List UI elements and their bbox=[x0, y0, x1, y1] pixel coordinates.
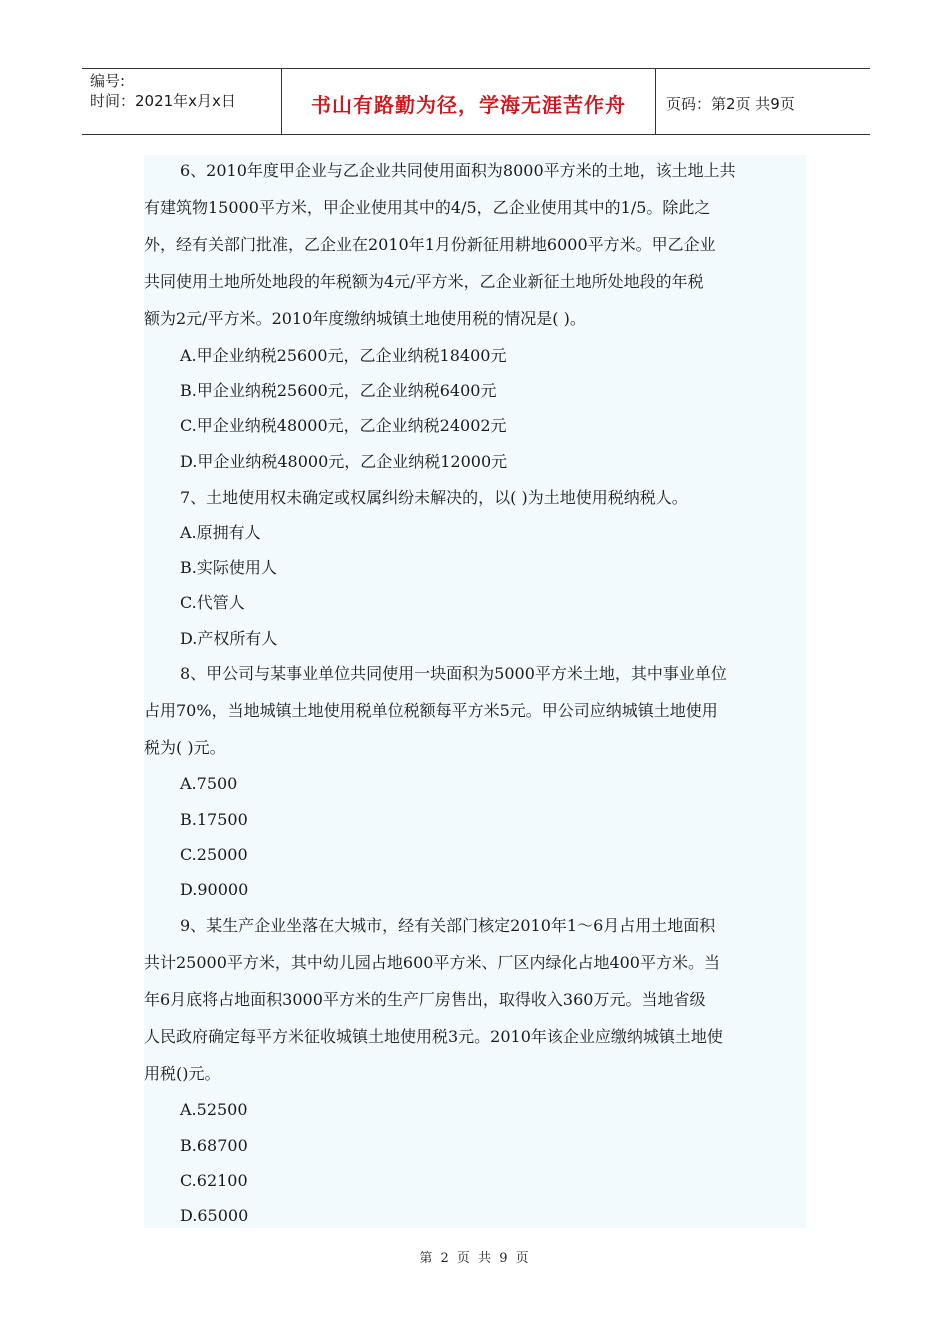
question-6-option-d: D.甲企业纳税48000元，乙企业纳税12000元 bbox=[180, 452, 508, 471]
question-7-option-c: C.代管人 bbox=[180, 593, 245, 612]
question-9-stem-line-3: 年6月底将占地面积3000平方米的生产厂房售出，取得收入360万元。当地省级 bbox=[144, 990, 706, 1009]
question-8-option-a: A.7500 bbox=[180, 774, 238, 793]
question-8-option-b: B.17500 bbox=[180, 810, 248, 829]
question-8-option-c: C.25000 bbox=[180, 845, 248, 864]
document-number-label: 编号: bbox=[90, 72, 126, 90]
question-9-stem-line-2: 共计25000平方米，其中幼儿园占地600平方米、厂区内绿化占地400平方米。当 bbox=[144, 953, 720, 972]
question-8-stem-line-1: 8、甲公司与某事业单位共同使用一块面积为5000平方米土地，其中事业单位 bbox=[180, 664, 727, 683]
question-8-stem-line-3: 税为( )元。 bbox=[144, 738, 226, 757]
question-9-option-d: D.65000 bbox=[180, 1206, 249, 1225]
question-6-option-b: B.甲企业纳税25600元，乙企业纳税6400元 bbox=[180, 381, 497, 400]
question-8-stem-line-2: 占用70%，当地城镇土地使用税单位税额每平方米5元。甲公司应纳城镇土地使用 bbox=[144, 701, 718, 720]
question-7-stem-line-1: 7、土地使用权未确定或权属纠纷未解决的，以( )为土地使用税纳税人。 bbox=[180, 488, 688, 507]
question-9-stem-line-4: 人民政府确定每平方米征收城镇土地使用税3元。2010年该企业应缴纳城镇土地使 bbox=[144, 1027, 723, 1046]
question-6-stem-line-5: 额为2元/平方米。2010年度缴纳城镇土地使用税的情况是( )。 bbox=[144, 309, 586, 328]
document-date: 时间：2021年x月x日 bbox=[90, 92, 236, 110]
page-footer: 第 2 页 共 9 页 bbox=[419, 1251, 531, 1266]
question-9-option-c: C.62100 bbox=[180, 1171, 248, 1190]
question-6-option-c: C.甲企业纳税48000元，乙企业纳税24002元 bbox=[180, 416, 507, 435]
question-6-stem-line-4: 共同使用土地所处地段的年税额为4元/平方米，乙企业新征土地所处地段的年税 bbox=[144, 272, 704, 291]
question-9-option-b: B.68700 bbox=[180, 1136, 248, 1155]
question-9-option-a: A.52500 bbox=[180, 1100, 248, 1119]
question-9-stem-line-5: 用税()元。 bbox=[144, 1064, 221, 1083]
page-header bbox=[82, 68, 870, 135]
question-7-option-d: D.产权所有人 bbox=[180, 629, 278, 648]
question-6-option-a: A.甲企业纳税25600元，乙企业纳税18400元 bbox=[180, 346, 507, 365]
question-6-stem-line-1: 6、2010年度甲企业与乙企业共同使用面积为8000平方米的土地，该土地上共 bbox=[180, 161, 736, 180]
header-meta bbox=[82, 69, 282, 134]
question-7-option-b: B.实际使用人 bbox=[180, 558, 277, 577]
question-6-stem-line-3: 外，经有关部门批准，乙企业在2010年1月份新征用耕地6000平方米。甲乙企业 bbox=[144, 235, 716, 254]
header-motto: 书山有路勤为径，学海无涯苦作舟 bbox=[282, 69, 656, 134]
question-7-option-a: A.原拥有人 bbox=[180, 523, 261, 542]
question-6-stem-line-2: 有建筑物15000平方米，甲企业使用其中的4/5，乙企业使用其中的1/5。除此之 bbox=[144, 198, 711, 217]
question-8-option-d: D.90000 bbox=[180, 880, 249, 899]
header-page-info: 页码：第2页 共9页 bbox=[666, 95, 795, 113]
question-9-stem-line-1: 9、某生产企业坐落在大城市，经有关部门核定2010年1～6月占用土地面积 bbox=[180, 916, 716, 935]
question-content bbox=[144, 155, 806, 1228]
